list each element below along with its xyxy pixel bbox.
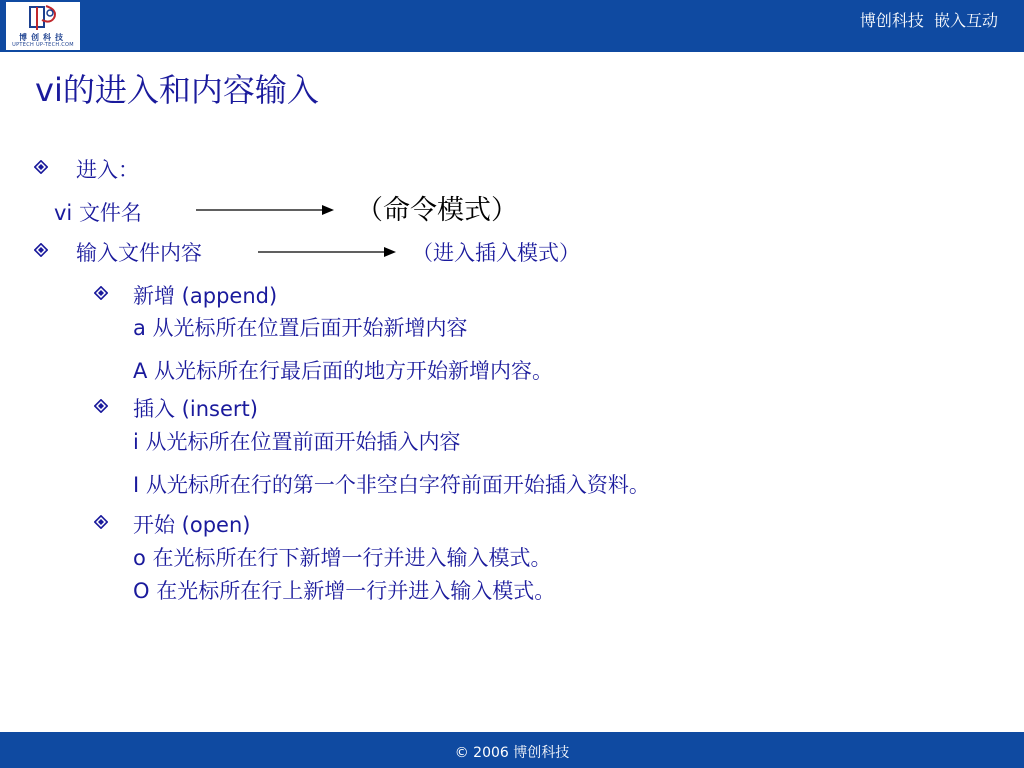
arrow-icon: [196, 203, 336, 217]
insert-i-line: i 从光标所在位置前面开始插入内容: [133, 430, 461, 454]
open-heading: 开始 (open): [133, 513, 251, 537]
open-o-line: o 在光标所在行下新增一行并进入输入模式。: [133, 546, 552, 570]
company-logo: [6, 2, 80, 50]
open-O-line: O 在光标所在行上新增一行并进入输入模式。: [133, 579, 556, 603]
diamond-bullet-icon: [94, 399, 108, 413]
command-mode-label: （命令模式）: [356, 195, 518, 226]
insert-I-line: I 从光标所在行的第一个非空白字符前面开始插入资料。: [133, 473, 650, 497]
vi-command-text: vi 文件名: [54, 201, 142, 225]
arrow-icon: [258, 245, 398, 259]
insert-heading: 插入 (insert): [133, 397, 258, 421]
insert-mode-label: （进入插入模式）: [412, 241, 580, 265]
diamond-bullet-icon: [34, 243, 48, 257]
header-brand-text: 博创科技 嵌入互动: [859, 11, 998, 30]
logo-english-text: UPTECH UP-TECH.COM: [12, 42, 74, 48]
logo-mark-icon: [28, 4, 62, 32]
append-heading: 新增 (append): [133, 284, 278, 308]
input-heading: 输入文件内容: [76, 241, 202, 265]
footer-copyright: © 2006 博创科技: [454, 745, 570, 761]
diamond-bullet-icon: [34, 160, 48, 174]
logo-chinese-text: 博创科技: [19, 33, 67, 42]
enter-heading: 进入：: [76, 158, 139, 182]
diamond-bullet-icon: [94, 515, 108, 529]
append-a-line: a 从光标所在位置后面开始新增内容: [133, 316, 468, 340]
append-A-line: A 从光标所在行最后面的地方开始新增内容。: [133, 359, 554, 383]
slide-title: vi的进入和内容输入: [35, 71, 319, 109]
diamond-bullet-icon: [94, 286, 108, 300]
